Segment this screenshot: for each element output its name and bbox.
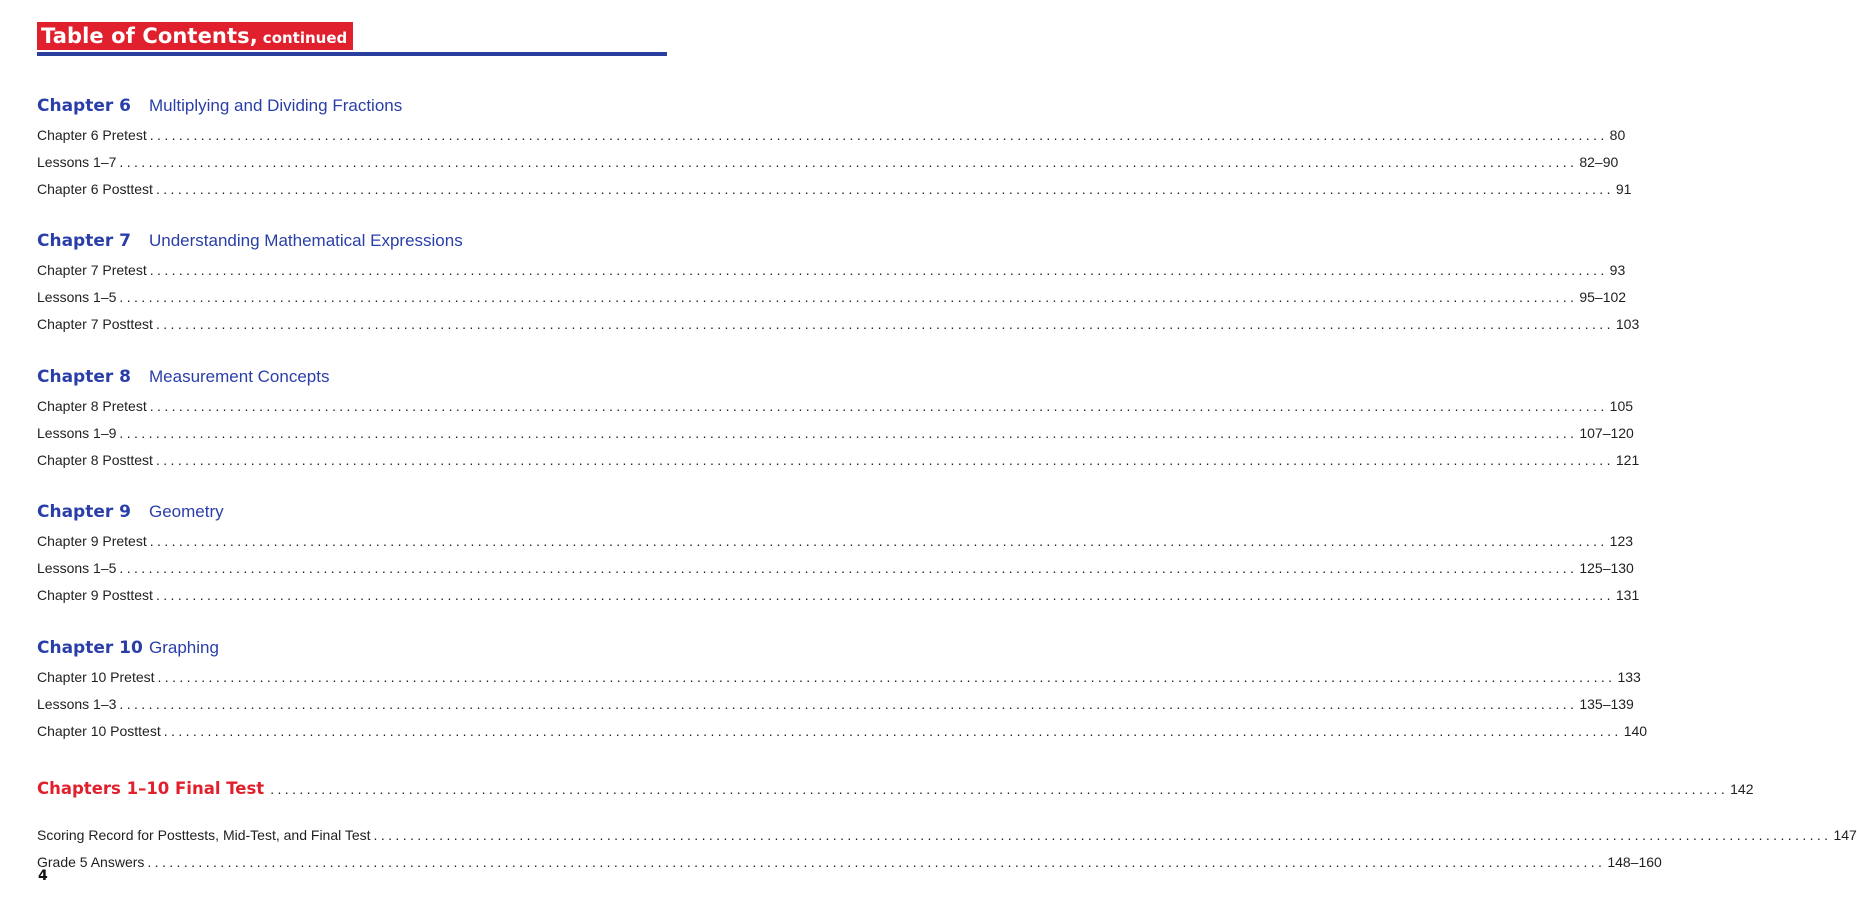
entry-page: 140 bbox=[1623, 723, 1648, 739]
toc-entry bbox=[37, 721, 1648, 741]
chapter-heading bbox=[37, 500, 643, 524]
entry-label: Chapter 7 Pretest bbox=[37, 262, 147, 278]
final-test-page: 142 bbox=[1730, 781, 1754, 797]
entry-page: 82–90 bbox=[1579, 154, 1619, 170]
dot-leader: ........................................................................................................................................................................................................ bbox=[119, 289, 1578, 305]
dot-leader: ........................................................................................................................................................................................................ bbox=[147, 854, 1606, 870]
entry-label: Lessons 1–5 bbox=[37, 560, 117, 576]
toc-entry bbox=[37, 531, 1634, 551]
chapter-heading bbox=[37, 365, 643, 389]
chapter-block bbox=[37, 94, 1632, 199]
toc-entry bbox=[37, 694, 1634, 714]
entry-label: Lessons 1–7 bbox=[37, 154, 117, 170]
toc-entry bbox=[37, 852, 1662, 872]
final-test-entry bbox=[37, 776, 1754, 802]
entry-page: 125–130 bbox=[1579, 560, 1634, 576]
entry-label: Chapter 8 Posttest bbox=[37, 452, 153, 468]
final-test-label: Chapters 1–10 Final Test bbox=[37, 779, 265, 798]
dot-leader: ........................................................................................................................................................................................................ bbox=[157, 669, 1616, 685]
toc-entry bbox=[37, 152, 1619, 172]
toc-entry bbox=[37, 396, 1634, 416]
entry-page: 147 bbox=[1833, 827, 1857, 843]
entry-page: 123 bbox=[1609, 533, 1634, 549]
chapter-number: Chapter 7 bbox=[37, 231, 132, 251]
toc-entry bbox=[37, 667, 1641, 687]
chapter-title: Geometry bbox=[149, 502, 224, 521]
chapter-title: Multiplying and Dividing Fractions bbox=[149, 96, 403, 115]
dot-leader: ........................................................................................................................................................................................................ bbox=[155, 452, 1614, 468]
entry-label: Grade 5 Answers bbox=[37, 854, 145, 870]
chapter-number: Chapter 10 bbox=[37, 638, 143, 658]
entry-label: Chapter 10 Posttest bbox=[37, 723, 161, 739]
entry-page: 93 bbox=[1609, 262, 1626, 278]
chapter-heading bbox=[37, 636, 643, 660]
entry-label: Chapter 7 Posttest bbox=[37, 316, 153, 332]
dot-leader: ........................................................................................................................................................................................................ bbox=[119, 560, 1578, 576]
entry-label: Lessons 1–9 bbox=[37, 425, 117, 441]
chapter-title: Graphing bbox=[149, 638, 219, 657]
entry-label: Chapter 8 Pretest bbox=[37, 398, 147, 414]
entry-page: 135–139 bbox=[1579, 696, 1634, 712]
toc-entry bbox=[37, 260, 1626, 280]
page-header bbox=[37, 22, 667, 60]
page-number: 4 bbox=[38, 868, 48, 884]
entry-label: Lessons 1–3 bbox=[37, 696, 117, 712]
dot-leader: ........................................................................................................................................................................................................ bbox=[119, 696, 1578, 712]
page-title: Table of Contents, bbox=[41, 24, 258, 48]
entry-label: Chapter 10 Pretest bbox=[37, 669, 155, 685]
entry-page: 131 bbox=[1615, 587, 1640, 603]
entry-page: 95–102 bbox=[1579, 289, 1627, 305]
chapter-block bbox=[37, 636, 1648, 741]
title-rule bbox=[37, 52, 667, 56]
chapter-block bbox=[37, 500, 1640, 605]
title-banner bbox=[37, 22, 353, 50]
dot-leader: ........................................................................................................................................................................................................ bbox=[119, 154, 1578, 170]
entry-page: 91 bbox=[1615, 181, 1632, 197]
toc-entry bbox=[37, 585, 1640, 605]
dot-leader: ........................................................................................................................................................................................................ bbox=[155, 181, 1614, 197]
dot-leader: ........................................................................................................................................................................................................ bbox=[149, 262, 1608, 278]
toc-entry bbox=[37, 558, 1634, 578]
chapter-heading bbox=[37, 229, 643, 253]
dot-leader: ........................................................................................................................................................................................................ bbox=[149, 533, 1608, 549]
entry-page: 80 bbox=[1609, 127, 1626, 143]
dot-leader: ........................................................................................................................................................................................................ bbox=[149, 398, 1608, 414]
chapter-number: Chapter 6 bbox=[37, 96, 132, 116]
entry-page: 105 bbox=[1609, 398, 1634, 414]
dot-leader: ........................................................................................................................................................................................................ bbox=[155, 587, 1614, 603]
extras-list bbox=[37, 818, 1857, 872]
toc-entry bbox=[37, 423, 1634, 443]
chapter-number: Chapter 9 bbox=[37, 502, 132, 522]
dot-leader: ........................................................................................................................................................................................................ bbox=[373, 827, 1832, 843]
chapter-number: Chapter 8 bbox=[37, 367, 132, 387]
dot-leader: ........................................................................................................................................................................................................ bbox=[119, 425, 1578, 441]
dot-leader: ........................................................................................................................................................................................................ bbox=[270, 781, 1729, 797]
entry-page: 107–120 bbox=[1579, 425, 1634, 441]
dot-leader: ........................................................................................................................................................................................................ bbox=[155, 316, 1614, 332]
chapter-title: Measurement Concepts bbox=[149, 367, 330, 386]
toc-entry bbox=[37, 125, 1626, 145]
entry-label: Scoring Record for Posttests, Mid-Test, and Final Test bbox=[37, 827, 371, 843]
entry-page: 133 bbox=[1617, 669, 1641, 685]
toc-entry bbox=[37, 287, 1627, 307]
toc-entry bbox=[37, 179, 1632, 199]
entry-label: Chapter 6 Pretest bbox=[37, 127, 147, 143]
entry-label: Chapter 9 Posttest bbox=[37, 587, 153, 603]
entry-label: Chapter 9 Pretest bbox=[37, 533, 147, 549]
toc-entry bbox=[37, 825, 1857, 845]
title-continued: continued bbox=[262, 29, 348, 47]
dot-leader: ........................................................................................................................................................................................................ bbox=[149, 127, 1608, 143]
chapter-block bbox=[37, 365, 1640, 470]
toc-entry bbox=[37, 450, 1640, 470]
entry-label: Chapter 6 Posttest bbox=[37, 181, 153, 197]
entry-page: 121 bbox=[1615, 452, 1640, 468]
chapter-title: Understanding Mathematical Expressions bbox=[149, 231, 463, 250]
entry-label: Lessons 1–5 bbox=[37, 289, 117, 305]
entry-page: 103 bbox=[1615, 316, 1640, 332]
chapter-block bbox=[37, 229, 1640, 334]
entry-page: 148–160 bbox=[1607, 854, 1662, 870]
dot-leader: ........................................................................................................................................................................................................ bbox=[163, 723, 1622, 739]
toc-entry bbox=[37, 314, 1640, 334]
chapter-heading bbox=[37, 94, 643, 118]
